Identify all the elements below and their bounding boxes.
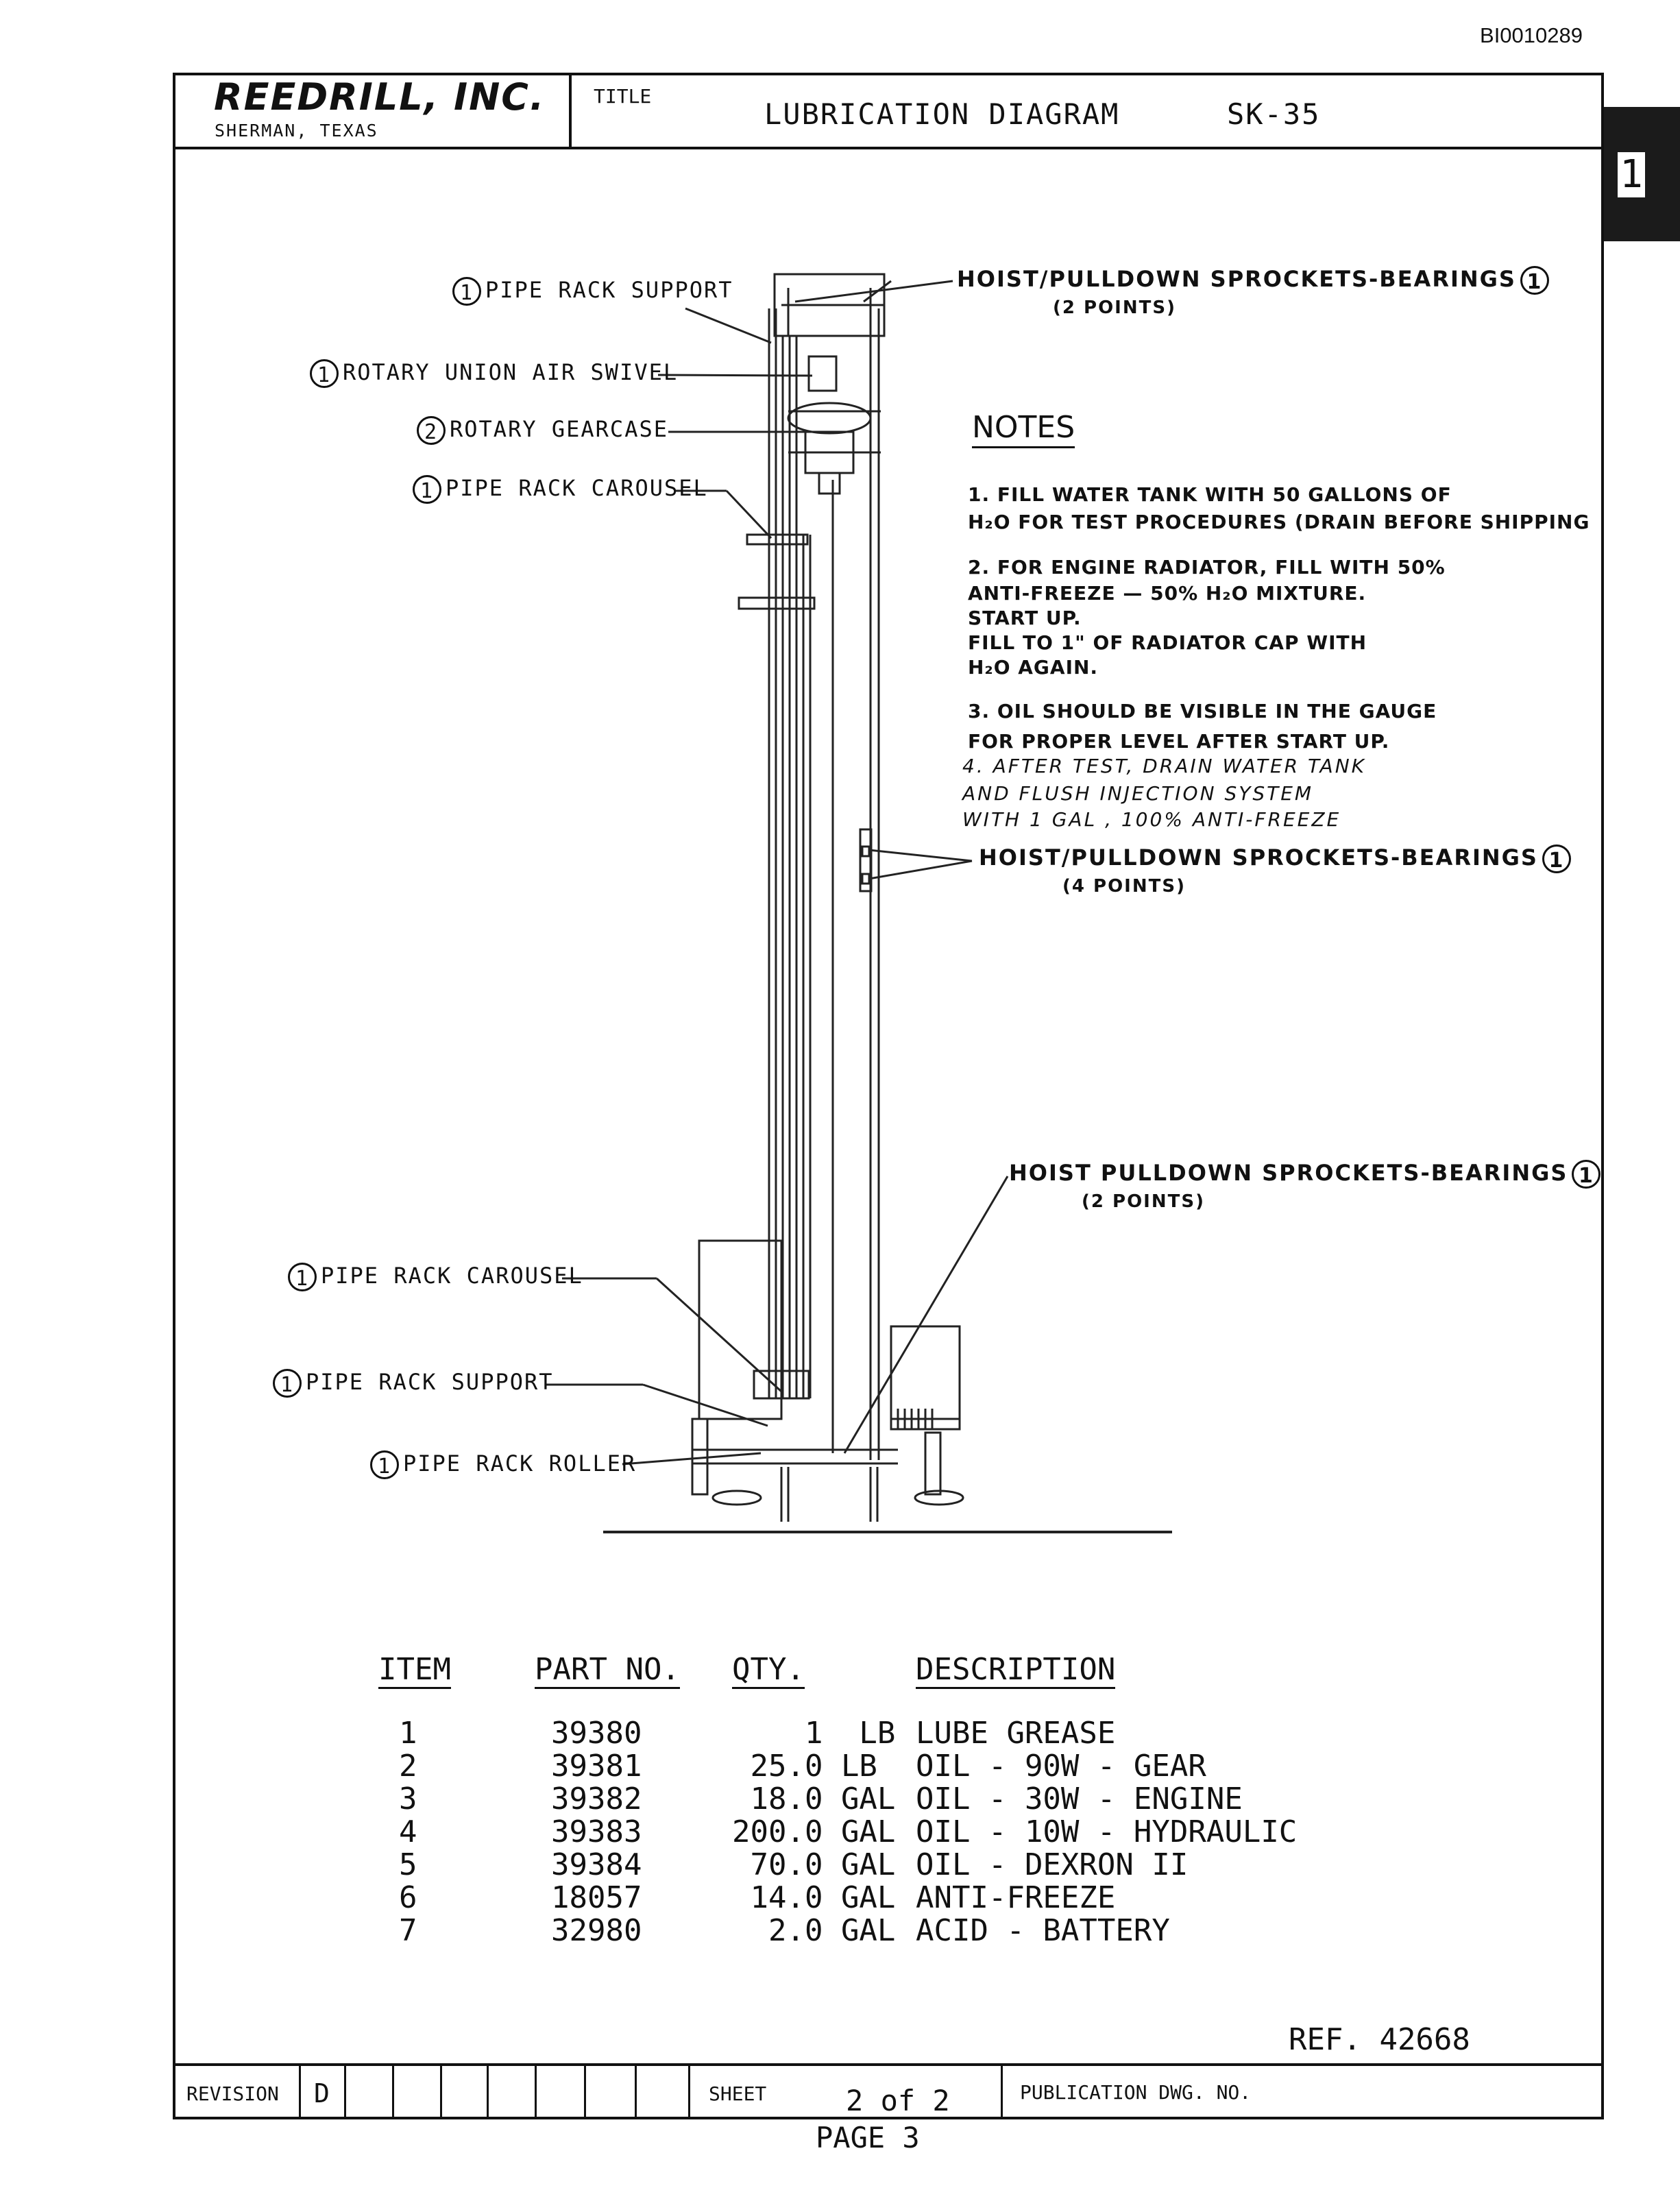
callout-hoist-sprockets-bottom <box>1009 1160 1605 1212</box>
note-line: FOR PROPER LEVEL AFTER START UP. <box>968 730 1390 753</box>
note-line: FILL TO 1" OF RADIATOR CAP WITH <box>968 631 1367 654</box>
callout-label: ROTARY GEARCASE <box>450 416 668 442</box>
parts-table <box>378 1652 1297 1947</box>
sheet-value: 2 of 2 <box>846 2084 950 2117</box>
note-line: H₂O FOR TEST PROCEDURES (DRAIN BEFORE SHIPPING <box>968 511 1590 533</box>
callout-points: (2 POINTS) <box>1053 297 1176 318</box>
item-number-circle: 1 <box>370 1450 399 1479</box>
callout-label: PIPE RACK CAROUSEL <box>446 475 708 501</box>
callout-label: PIPE RACK ROLLER <box>403 1450 637 1476</box>
note-line: START UP. <box>968 607 1082 629</box>
sheet-label: SHEET <box>709 2082 767 2105</box>
note-line: WITH 1 GAL , 100% ANTI-FREEZE <box>962 808 1341 831</box>
item-number-circle: 1 <box>413 475 441 504</box>
divider <box>688 2063 690 2119</box>
section-tab-number: 1 <box>1618 152 1645 197</box>
item-number-circle: 1 <box>1542 844 1571 873</box>
table-row: 6 18057 14.0 GAL ANTI-FREEZE <box>399 1880 1116 1915</box>
table-row: 3 39382 18.0 GAL OIL - 30W - ENGINE <box>399 1782 1243 1816</box>
note-line: 1. FILL WATER TANK WITH 50 GALLONS OF <box>968 483 1452 506</box>
callout-label: PIPE RACK SUPPORT <box>485 277 733 303</box>
callout-label: HOIST/PULLDOWN SPROCKETS-BEARINGS <box>957 266 1516 292</box>
callout-label: PIPE RACK SUPPORT <box>306 1369 554 1395</box>
pipe-rack-tubes <box>769 308 810 1398</box>
publication-drawing-number-label: PUBLICATION DWG. NO. <box>1020 2081 1252 2104</box>
revision-label: REVISION <box>186 2082 279 2105</box>
divider <box>1001 2063 1003 2119</box>
title-label: TITLE <box>594 85 652 108</box>
item-number-circle: 1 <box>310 359 339 388</box>
company-location: SHERMAN, TEXAS <box>215 121 378 141</box>
divider <box>344 2063 346 2119</box>
callout-pipe-rack-roller <box>366 1450 636 1479</box>
divider <box>487 2063 489 2119</box>
table-row: 7 32980 2.0 GAL ACID - BATTERY <box>399 1913 1170 1948</box>
table-row: 2 39381 25.0 LB OIL - 90W - GEAR <box>399 1749 1206 1784</box>
divider <box>584 2063 586 2119</box>
item-number-circle: 1 <box>452 277 481 306</box>
item-number-circle: 1 <box>288 1263 317 1291</box>
callout-label: ROTARY UNION AIR SWIVEL <box>343 359 679 385</box>
item-number-circle: 1 <box>1520 266 1549 295</box>
callout-points: (2 POINTS) <box>1082 1191 1205 1212</box>
note-line: 4. AFTER TEST, DRAIN WATER TANK <box>962 755 1367 777</box>
item-number-circle: 2 <box>417 416 446 445</box>
callout-pipe-rack-support-bottom <box>269 1369 554 1398</box>
company-name: REEDRILL, INC. <box>214 75 546 119</box>
item-number-circle: 1 <box>1572 1160 1600 1189</box>
callout-rotary-gearcase <box>413 416 668 445</box>
callout-label: PIPE RACK CAROUSEL <box>321 1263 583 1289</box>
callout-hoist-sprockets-middle <box>979 844 1575 897</box>
column-header-part-no: PART NO. <box>535 1652 732 1717</box>
divider <box>535 2063 537 2119</box>
note-line: 2. FOR ENGINE RADIATOR, FILL WITH 50% <box>968 556 1446 579</box>
notes-heading: NOTES <box>972 410 1075 448</box>
divider <box>635 2063 637 2119</box>
note-line: AND FLUSH INJECTION SYSTEM <box>962 782 1314 805</box>
callout-pipe-rack-carousel-bottom <box>284 1263 583 1291</box>
drawing-code: SK-35 <box>1227 97 1321 131</box>
divider <box>299 2063 301 2119</box>
callout-label: HOIST/PULLDOWN SPROCKETS-BEARINGS <box>979 844 1538 871</box>
parts-table-header <box>378 1652 1297 1717</box>
column-header-item: ITEM <box>378 1652 535 1717</box>
note-line: 3. OIL SHOULD BE VISIBLE IN THE GAUGE <box>968 700 1437 722</box>
table-row: 5 39384 70.0 GAL OIL - DEXRON II <box>399 1847 1189 1882</box>
item-number-circle: 1 <box>273 1369 302 1398</box>
callout-pipe-rack-carousel-top <box>409 475 708 504</box>
note-line: ANTI-FREEZE — 50% H₂O MIXTURE. <box>968 582 1367 605</box>
callout-rotary-union-air-swivel <box>306 359 678 388</box>
note-line: H₂O AGAIN. <box>968 656 1099 679</box>
callout-label: HOIST PULLDOWN SPROCKETS-BEARINGS <box>1009 1160 1568 1186</box>
revision-value: D <box>314 2078 330 2108</box>
callout-pipe-rack-support-top <box>448 277 733 306</box>
callout-points: (4 POINTS) <box>1062 876 1186 897</box>
document-id: BI0010289 <box>1480 23 1583 47</box>
divider <box>392 2063 394 2119</box>
page-number: PAGE 3 <box>816 2121 920 2154</box>
column-header-qty: QTY. <box>732 1652 916 1717</box>
callout-hoist-sprockets-top <box>957 266 1553 318</box>
drawing-title: LUBRICATION DIAGRAM <box>764 97 1120 131</box>
table-row: 1 39380 1 LB LUBE GREASE <box>399 1716 1116 1751</box>
table-row: 4 39383 200.0 GAL OIL - 10W - HYDRAULIC <box>399 1814 1298 1849</box>
divider <box>440 2063 442 2119</box>
column-header-description: DESCRIPTION <box>916 1652 1297 1717</box>
reference-number: REF. 42668 <box>1289 2022 1470 2057</box>
